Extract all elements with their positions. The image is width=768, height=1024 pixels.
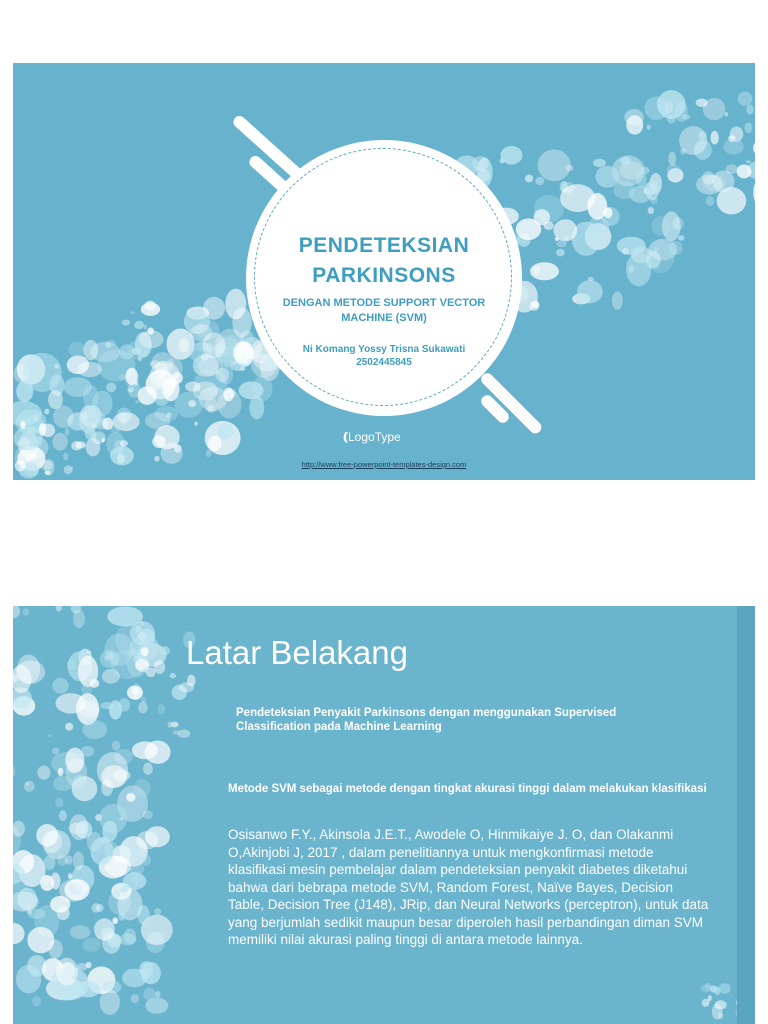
splash-blot xyxy=(588,277,594,281)
splash-blot xyxy=(86,962,92,968)
splash-blot xyxy=(651,216,670,236)
splash-blot xyxy=(65,723,73,731)
splash-blot xyxy=(152,435,165,448)
splash-blot xyxy=(154,908,161,915)
splash-blot xyxy=(143,762,153,774)
splash-blot xyxy=(24,781,35,792)
splash-blot xyxy=(13,923,25,944)
splash-blot xyxy=(43,830,70,859)
splash-blot xyxy=(86,650,91,653)
splash-blot xyxy=(654,247,659,251)
splash-blot xyxy=(715,1000,727,1009)
splash-blot xyxy=(120,440,128,447)
splash-blot xyxy=(145,826,170,847)
splash-blot xyxy=(65,428,70,436)
subtitle: DENGAN METODE SUPPORT VECTOR MACHINE (SVM) xyxy=(282,297,486,324)
splash-blot xyxy=(20,445,28,450)
splash-blot xyxy=(81,684,92,695)
splash-blot xyxy=(595,166,619,188)
splash-blot xyxy=(556,249,565,256)
splash-blot xyxy=(102,417,113,429)
splash-blot xyxy=(185,382,200,392)
splash-blot xyxy=(718,188,739,208)
splash-blot xyxy=(737,164,752,178)
body-paragraph: Osisanwo F.Y., Akinsola J.E.T., Awodele O, Hinmikaiye J. O, dan Olakanmi O,Akinjobi J, 2017 , dalam penelitiannya untuk mengkonfirmasi metode klasifikasi mesin pembelajar dalam pendeteksian penyakit diabetes diketahui bahwa dari bebrapa metode SVM, Random Forest, Naïve Bayes, Decision Table, Decision Tree (J148), JRip, dan Neural Networks (perceptron), untuk data yang berjumlah sedikit maupun besar diperoleh hasil perbandingan diman SVM memiliki nilai akurasi paling tinggi di antara metode lainnya. xyxy=(228,827,709,947)
splash-blot xyxy=(23,353,62,392)
splash-blot xyxy=(97,752,128,788)
splash-blot xyxy=(668,152,676,166)
splash-blot xyxy=(59,810,67,821)
right-edge-strip xyxy=(737,606,755,1024)
splash-blot xyxy=(706,196,715,206)
logo-text: LogoType xyxy=(348,430,401,444)
splash-blot xyxy=(194,422,198,426)
splash-blot xyxy=(52,678,68,694)
splash-blot xyxy=(54,363,60,369)
splash-blot xyxy=(23,609,30,616)
splash-blot xyxy=(178,730,191,738)
splash-blot xyxy=(613,181,634,199)
point-2: Metode SVM sebagai metode dengan tingkat akurasi tinggi dalam melakukan klasifikasi xyxy=(228,783,707,795)
splash-blot xyxy=(105,342,111,348)
splash-blot xyxy=(126,368,138,385)
splash-blot xyxy=(68,342,85,358)
splash-blot xyxy=(27,426,38,433)
splash-blot xyxy=(20,421,25,429)
splash-blot xyxy=(696,98,708,107)
splash-blot xyxy=(13,764,15,780)
splash-blot xyxy=(535,177,544,185)
splash-blot xyxy=(723,139,743,155)
splash-blot xyxy=(82,720,107,739)
splash-blot xyxy=(138,386,157,405)
splash-blot xyxy=(53,405,74,428)
splash-blot xyxy=(636,172,646,187)
splash-blot xyxy=(78,656,98,687)
splash-blot xyxy=(239,381,264,399)
splash-blot xyxy=(44,409,49,415)
splash-blot xyxy=(13,606,20,618)
splash-blot xyxy=(160,646,170,655)
splash-blot xyxy=(86,438,101,457)
splash-blot xyxy=(150,360,160,368)
splash-blot xyxy=(139,640,147,649)
point-1: Pendeteksian Penyakit Parkinsons dengan menggunakan Supervised Classification pada Machine Learning xyxy=(236,707,617,733)
splash-blot xyxy=(112,741,120,751)
splash-blot xyxy=(144,324,147,329)
splash-blot xyxy=(16,464,21,470)
splash-blot xyxy=(593,159,606,167)
splash-blot xyxy=(135,659,149,670)
splash-blot xyxy=(85,427,96,440)
splash-blot xyxy=(132,688,139,695)
splash-blot xyxy=(185,683,190,687)
splash-blot xyxy=(725,164,737,174)
splash-blot xyxy=(141,962,161,984)
splash-blot xyxy=(119,839,139,859)
splash-blot xyxy=(13,821,25,837)
splash-blot xyxy=(100,702,113,710)
splash-blot xyxy=(232,307,251,337)
splash-blot xyxy=(667,164,681,176)
splash-blot xyxy=(617,237,646,255)
splash-blot xyxy=(107,652,114,660)
splash-blot xyxy=(52,433,67,451)
splash-blot xyxy=(525,175,533,183)
splash-blot xyxy=(648,207,654,214)
splash-blot xyxy=(132,875,143,883)
splash-blot xyxy=(47,734,52,737)
splash-blot xyxy=(702,999,710,1007)
splash-blot xyxy=(724,112,728,117)
splash-blot xyxy=(52,748,60,755)
splash-blot xyxy=(678,235,684,240)
splash-blot xyxy=(233,341,253,364)
splash-blot xyxy=(39,423,46,436)
splash-blot xyxy=(65,748,84,773)
splash-blot xyxy=(83,340,98,360)
splash-blot xyxy=(37,765,50,779)
splash-blot xyxy=(249,396,264,420)
splash-blot xyxy=(620,157,630,165)
splash-blot xyxy=(102,438,105,442)
splash-blot xyxy=(104,634,133,666)
splash-blot xyxy=(718,1012,723,1019)
splash-blot xyxy=(27,927,54,953)
splash-blot xyxy=(117,453,125,463)
splash-blot xyxy=(140,621,145,625)
splash-blot xyxy=(92,423,96,428)
splash-blot xyxy=(134,321,144,329)
template-url-link[interactable]: http://www.free-powerpoint-templates-design.com xyxy=(301,460,467,469)
splash-blot xyxy=(587,193,607,220)
splash-blot xyxy=(120,817,124,820)
splash-blot xyxy=(577,280,603,303)
splash-blot xyxy=(132,741,158,759)
splash-blot xyxy=(130,311,135,314)
splash-blot xyxy=(206,450,212,457)
splash-blot xyxy=(70,466,74,470)
splash-blot xyxy=(135,400,139,403)
splash-blot xyxy=(170,673,176,678)
splash-blot xyxy=(533,265,540,276)
splash-blot xyxy=(141,855,151,866)
splash-blot xyxy=(647,125,651,130)
background-slide xyxy=(13,606,755,1024)
splash-blot xyxy=(16,965,41,994)
splash-blot xyxy=(753,142,755,154)
splash-blot xyxy=(626,115,643,134)
author-name: Ni Komang Yossy Trisna Sukawati xyxy=(302,344,466,355)
splash-blot xyxy=(56,958,78,986)
wave-icon: ((( xyxy=(343,431,345,443)
splash-blot xyxy=(753,178,755,207)
splash-blot xyxy=(32,996,41,1006)
splash-blot xyxy=(118,698,130,712)
author-block xyxy=(271,343,497,369)
splash-blot xyxy=(71,441,82,451)
splash-blot xyxy=(646,180,659,200)
splash-blot xyxy=(77,362,101,377)
splash-blot xyxy=(102,669,120,684)
splash-blot xyxy=(25,453,36,461)
splash-blot xyxy=(28,909,45,919)
splash-blot xyxy=(100,990,120,1015)
splash-blot xyxy=(127,340,149,359)
title-line-2: PARKINSONS xyxy=(312,264,456,287)
splash-blot xyxy=(562,182,575,194)
splash-blot xyxy=(154,456,159,462)
splash-blot xyxy=(121,886,129,893)
splash-blot xyxy=(144,301,156,311)
title-slide xyxy=(13,63,755,480)
splash-blot xyxy=(744,122,752,133)
splash-blot xyxy=(138,702,147,714)
splash-blot xyxy=(657,90,686,119)
splash-blot xyxy=(55,798,63,808)
splash-blot xyxy=(43,855,55,869)
splash-blot xyxy=(80,701,100,718)
splash-blot xyxy=(119,934,136,946)
splash-blot xyxy=(107,606,143,626)
splash-blot xyxy=(102,821,117,842)
splash-blot xyxy=(58,768,64,776)
splash-blot xyxy=(68,873,72,879)
splash-blot xyxy=(217,390,241,418)
splash-blot xyxy=(157,704,165,714)
splash-blot xyxy=(679,126,707,155)
splash-blot xyxy=(134,779,151,797)
splash-blot xyxy=(69,814,88,840)
splash-blot xyxy=(701,985,712,993)
splash-blot xyxy=(218,423,234,439)
splash-blot xyxy=(56,606,62,612)
splash-blot xyxy=(719,983,731,993)
splash-blot xyxy=(167,721,172,727)
splash-blot xyxy=(205,398,218,412)
author-id: 2502445845 xyxy=(356,357,412,368)
splash-blot xyxy=(218,370,224,376)
splash-blot xyxy=(24,465,39,476)
splash-blot xyxy=(145,998,168,1014)
splash-blot xyxy=(738,91,753,105)
splash-blot xyxy=(51,872,61,889)
splash-blot xyxy=(557,240,567,247)
splash-blot xyxy=(53,775,73,791)
logo xyxy=(343,430,433,444)
splash-blot xyxy=(67,660,76,670)
splash-blot xyxy=(44,471,50,475)
splash-blot xyxy=(746,160,751,163)
title-line-1: PENDETEKSIAN xyxy=(298,234,470,257)
splash-blot xyxy=(83,938,101,952)
splash-blot xyxy=(131,994,140,1003)
splash-blot xyxy=(72,775,86,794)
splash-blot xyxy=(649,239,677,261)
splash-blot xyxy=(612,291,623,309)
splash-blot xyxy=(94,918,115,940)
splash-blot xyxy=(555,237,559,241)
slide-heading: Latar Belakang xyxy=(186,634,408,671)
splash-blot xyxy=(63,453,68,460)
splash-blot xyxy=(112,917,118,924)
splash-blot xyxy=(537,149,570,181)
splash-blot xyxy=(746,104,754,114)
splash-blot xyxy=(141,697,146,703)
splash-blot xyxy=(122,319,130,325)
splash-blot xyxy=(188,400,196,407)
splash-blot xyxy=(65,855,73,864)
splash-blot xyxy=(118,911,125,921)
splash-blot xyxy=(106,383,116,393)
splash-blot xyxy=(92,903,101,912)
splash-blot xyxy=(711,131,719,145)
splash-blot xyxy=(73,851,84,870)
splash-blot xyxy=(87,405,101,421)
splash-blot xyxy=(143,810,153,819)
splash-blot xyxy=(69,883,83,895)
splash-blot xyxy=(154,660,165,674)
splash-blot xyxy=(702,171,714,185)
splash-blot xyxy=(500,158,505,163)
splash-blot xyxy=(202,332,225,358)
splash-blot xyxy=(70,925,91,939)
splash-blot xyxy=(57,907,70,920)
splash-blot xyxy=(544,221,554,230)
